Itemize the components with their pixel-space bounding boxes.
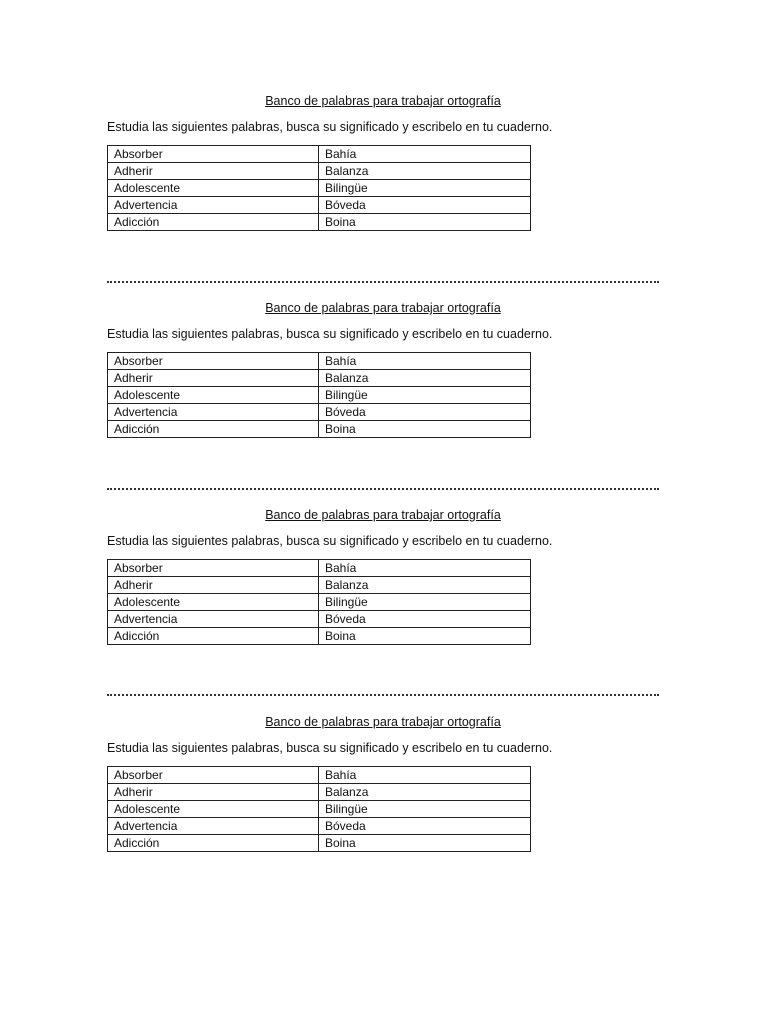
- table-row: [108, 577, 531, 594]
- word-cell: Bilingüe: [319, 801, 531, 818]
- word-cell: Adherir: [108, 163, 319, 180]
- word-cell: Bahía: [319, 353, 531, 370]
- table-row: [108, 163, 531, 180]
- word-cell: Balanza: [319, 163, 531, 180]
- word-cell: Bóveda: [319, 611, 531, 628]
- word-cell: Adolescente: [108, 180, 319, 197]
- word-cell: Balanza: [319, 784, 531, 801]
- table-row: [108, 146, 531, 163]
- section-title: Banco de palabras para trabajar ortografía: [265, 715, 501, 729]
- word-bank-section-1: [107, 93, 659, 229]
- word-cell: Boina: [319, 628, 531, 645]
- word-cell: Bóveda: [319, 404, 531, 421]
- table-row: [108, 818, 531, 835]
- section-instruction: Estudia las siguientes palabras, busca su significado y escribelo en tu cuaderno.: [107, 534, 553, 548]
- word-table: [107, 559, 531, 645]
- word-cell: Balanza: [319, 370, 531, 387]
- table-row: [108, 180, 531, 197]
- word-cell: Boina: [319, 835, 531, 852]
- dotted-separator: [107, 488, 659, 490]
- word-table: [107, 145, 531, 231]
- word-cell: Absorber: [108, 146, 319, 163]
- word-cell: Absorber: [108, 353, 319, 370]
- word-cell: Bóveda: [319, 197, 531, 214]
- word-bank-section-3: [107, 507, 659, 643]
- word-cell: Boina: [319, 214, 531, 231]
- section-title: Banco de palabras para trabajar ortografía: [265, 508, 501, 522]
- table-row: [108, 353, 531, 370]
- table-row: [108, 801, 531, 818]
- dotted-separator: [107, 694, 659, 696]
- word-cell: Adolescente: [108, 387, 319, 404]
- section-instruction: Estudia las siguientes palabras, busca su significado y escribelo en tu cuaderno.: [107, 741, 553, 755]
- word-cell: Adolescente: [108, 594, 319, 611]
- word-cell: Absorber: [108, 560, 319, 577]
- word-cell: Adicción: [108, 835, 319, 852]
- table-row: [108, 611, 531, 628]
- word-cell: Adicción: [108, 628, 319, 645]
- word-cell: Advertencia: [108, 404, 319, 421]
- word-cell: Adicción: [108, 421, 319, 438]
- word-bank-section-4: [107, 714, 659, 850]
- section-instruction: Estudia las siguientes palabras, busca su significado y escribelo en tu cuaderno.: [107, 327, 553, 341]
- word-cell: Adicción: [108, 214, 319, 231]
- word-cell: Bilingüe: [319, 180, 531, 197]
- table-row: [108, 594, 531, 611]
- table-row: [108, 784, 531, 801]
- word-cell: Boina: [319, 421, 531, 438]
- table-row: [108, 767, 531, 784]
- word-cell: Adherir: [108, 370, 319, 387]
- table-row: [108, 835, 531, 852]
- table-row: [108, 387, 531, 404]
- word-cell: Adolescente: [108, 801, 319, 818]
- dotted-separator: [107, 281, 659, 283]
- word-cell: Bilingüe: [319, 387, 531, 404]
- table-row: [108, 421, 531, 438]
- word-table: [107, 766, 531, 852]
- word-cell: Bahía: [319, 560, 531, 577]
- word-cell: Advertencia: [108, 197, 319, 214]
- word-cell: Advertencia: [108, 818, 319, 835]
- word-cell: Adherir: [108, 577, 319, 594]
- word-cell: Bahía: [319, 146, 531, 163]
- word-cell: Absorber: [108, 767, 319, 784]
- word-cell: Bilingüe: [319, 594, 531, 611]
- section-title: Banco de palabras para trabajar ortografía: [265, 94, 501, 108]
- word-cell: Bóveda: [319, 818, 531, 835]
- section-title: Banco de palabras para trabajar ortografía: [265, 301, 501, 315]
- word-table: [107, 352, 531, 438]
- word-cell: Balanza: [319, 577, 531, 594]
- word-cell: Adherir: [108, 784, 319, 801]
- table-row: [108, 628, 531, 645]
- section-instruction: Estudia las siguientes palabras, busca su significado y escribelo en tu cuaderno.: [107, 120, 553, 134]
- table-row: [108, 560, 531, 577]
- table-row: [108, 404, 531, 421]
- table-row: [108, 214, 531, 231]
- word-bank-section-2: [107, 300, 659, 436]
- word-cell: Bahía: [319, 767, 531, 784]
- word-cell: Advertencia: [108, 611, 319, 628]
- table-row: [108, 370, 531, 387]
- table-row: [108, 197, 531, 214]
